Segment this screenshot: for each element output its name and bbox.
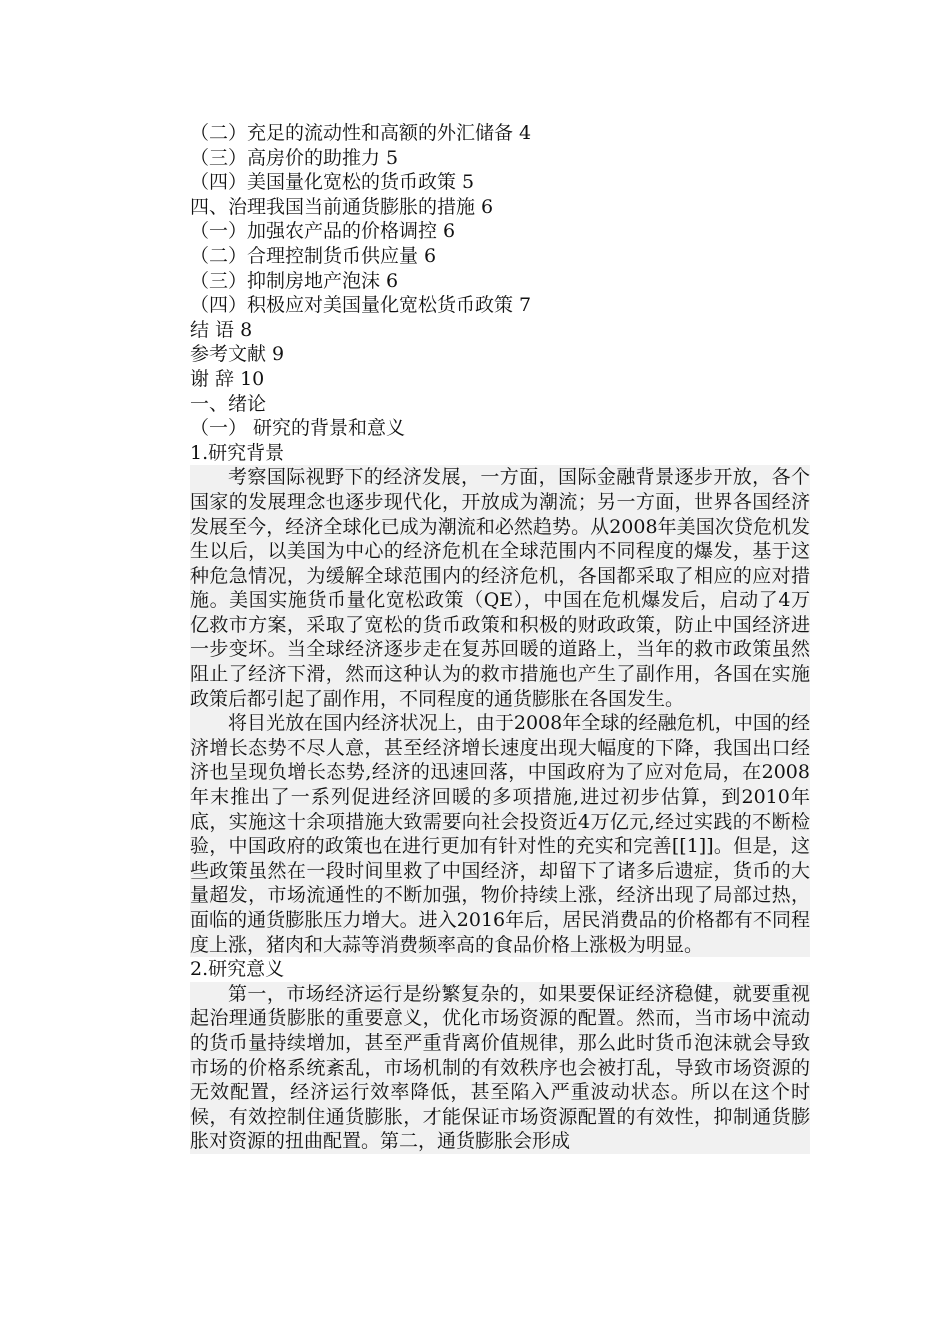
- table-of-contents: [190, 121, 810, 392]
- subsection-heading: （一） 研究的背景和意义: [190, 417, 406, 440]
- toc-entry: （二）合理控制货币供应量 6: [190, 244, 437, 267]
- toc-entry: 结 语 8: [190, 318, 253, 341]
- significance-paragraph: 第一，市场经济运行是纷繁复杂的，如果要保证经济稳健，就要重视起治理通货膨胀的重要意义，优化市场资源的配置。然而，当市场中流动的货币量持续增加，甚至严重背离价值规律，那么此时货币泡沫就会导致市场的价格系统紊乱，市场机制的有效秩序也会被打乱，导致市场资源的无效配置，经济运行效率降低，甚至陷入严重波动状态。所以在这个时候，有效控制住通货膨胀，才能保证市场资源配置的有效性，抑制通货膨胀对资源的扭曲配置。第二，通货膨胀会形成: [190, 982, 810, 1153]
- toc-entry: 谢 辞 10: [190, 367, 265, 390]
- toc-entry: （四）美国量化宽松的货币政策 5: [190, 171, 475, 194]
- toc-entry: （一）加强农产品的价格调控 6: [190, 220, 456, 243]
- toc-entry: （四）积极应对美国量化宽松货币政策 7: [190, 294, 532, 317]
- background-heading: 1.研究背景: [190, 441, 285, 464]
- section-heading: 一、绪论: [190, 392, 267, 415]
- background-paragraph: 将目光放在国内经济状况上，由于2008年全球的经融危机，中国的经济增长态势不尽人意，甚至经济增长速度出现大幅度的下降，我国出口经济也呈现负增长态势,经济的迅速回落，中国政府为了应对危局，在2008年末推出了一系列促进经济回暖的多项措施,进过初步估算，到2010年底，实施这十余项措施大致需要向社会投资近4万亿元,经过实践的不断检验，中国政府的政策也在进行更加有针对性的充实和完善[[1]]。但是，这些政策虽然在一段时间里救了中国经济，却留下了诸多后遗症，货币的大量超发，市场流通性的不断加强，物价持续上涨，经济出现了局部过热，面临的通货膨胀压力增大。进入2016年后，居民消费品的价格都有不同程度上涨，猪肉和大蒜等消费频率高的食品价格上涨极为明显。: [190, 712, 810, 956]
- toc-entry: （三）高房价的助推力 5: [190, 146, 399, 169]
- toc-entry: （二）充足的流动性和高额的外汇储备 4: [190, 122, 532, 144]
- document-body: [190, 121, 810, 1154]
- toc-entry: 参考文献 9: [190, 343, 285, 366]
- background-paragraph: 考察国际视野下的经济发展，一方面，国际金融背景逐步开放，各个国家的发展理念也逐步现代化，开放成为潮流；另一方面，世界各国经济发展至今，经济全球化已成为潮流和必然趋势。从2008年美国次贷危机发生以后，以美国为中心的经济危机在全球范围内不同程度的爆发，基于这种危急情况，为缓解全球范围内的经济危机，各国都采取了相应的应对措施。美国实施货币量化宽松政策（QE），中国在危机爆发后，启动了4万亿救市方案，采取了宽松的货币政策和积极的财政政策，防止中国经济进一步变坏。当全球经济逐步走在复苏回暖的道路上，当年的救市政策虽然阻止了经济下滑，然而这种认为的救市措施也产生了副作用，各国在实施政策后都引起了副作用，不同程度的通货膨胀在各国发生。: [190, 466, 810, 710]
- toc-entry: 四、治理我国当前通货膨胀的措施 6: [190, 195, 494, 218]
- toc-entry: （三）抑制房地产泡沫 6: [190, 269, 399, 292]
- significance-heading: 2.研究意义: [190, 958, 285, 981]
